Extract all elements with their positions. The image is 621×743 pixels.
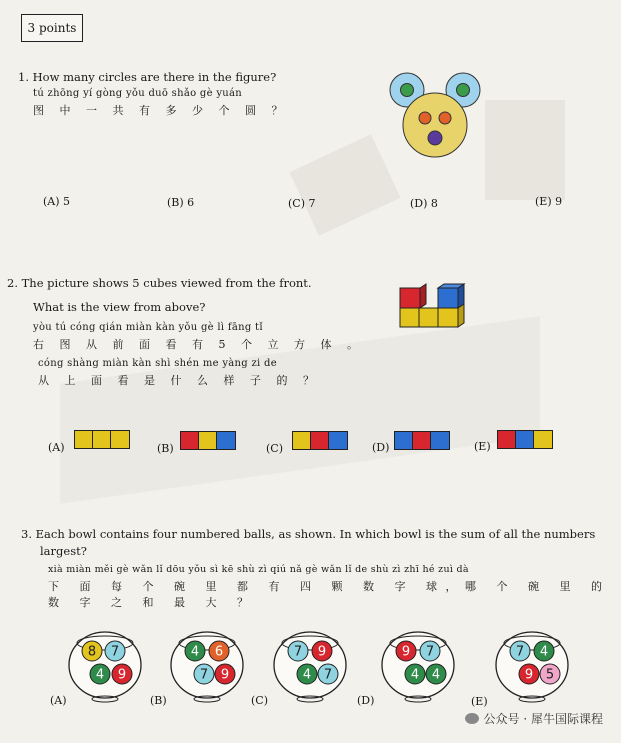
q3-option-c[interactable]: (C) xyxy=(251,694,268,707)
ball-number: 4 xyxy=(302,667,312,683)
q2-option-c-view[interactable] xyxy=(292,431,348,450)
wechat-icon xyxy=(465,713,479,724)
ball-number: 5 xyxy=(545,667,555,683)
points-label: 3 points xyxy=(21,14,83,42)
cube-yellow-3 xyxy=(438,308,458,327)
q3-pinyin: xià miàn měi gè wǎn lǐ dōu yǒu sì kē shù zì qiú nǎ gè wǎn lǐ de shù zì zhī hé zuì dà xyxy=(48,564,469,575)
tile xyxy=(111,431,129,448)
watermark-text: 公众号 · 犀牛国际课程 xyxy=(483,712,603,726)
q2-pinyin-2: cóng shàng miàn kàn shì shén me yàng zi de xyxy=(38,358,277,369)
tile xyxy=(311,432,329,449)
tile xyxy=(199,432,217,449)
ball-number: 7 xyxy=(199,667,209,683)
ear-right-inner xyxy=(457,84,470,97)
tile xyxy=(181,432,199,449)
q1-option-c[interactable]: (C) 7 xyxy=(288,197,316,210)
eye-right xyxy=(439,112,451,124)
q3-option-a[interactable]: (A) xyxy=(50,694,67,707)
q1-pinyin: tú zhōng yí gòng yǒu duō shǎo gè yuán xyxy=(33,88,243,99)
ball-number: 7 xyxy=(110,644,120,660)
ball-number: 9 xyxy=(220,667,230,683)
q3-chinese: 下 面 每 个 碗 里 都 有 四 颗 数 字 球，哪 个 碗 里 的 数 字 之 和 最 大 ？ xyxy=(48,580,611,609)
q2-question xyxy=(7,276,312,290)
ear-left-inner xyxy=(401,84,414,97)
q2-option-d-label[interactable]: (D) xyxy=(372,441,390,454)
tile xyxy=(498,431,516,448)
q2-chinese-2: 从 上 面 看 是 什 么 样 子 的 ？ xyxy=(38,374,320,387)
q1-option-b[interactable]: (B) 6 xyxy=(167,196,195,209)
tile xyxy=(516,431,534,448)
eye-left xyxy=(419,112,431,124)
watermark xyxy=(465,710,603,727)
q2-text: The picture shows 5 cubes viewed from the front. xyxy=(21,276,312,290)
tile xyxy=(534,431,552,448)
ball-number: 7 xyxy=(323,667,333,683)
q2-option-b-view[interactable] xyxy=(180,431,236,450)
q2-option-b-label[interactable]: (B) xyxy=(157,442,174,455)
ball-number: 7 xyxy=(515,644,525,660)
q1-figure xyxy=(385,70,485,165)
ball-number: 4 xyxy=(190,644,200,660)
q3-option-e[interactable]: (E) xyxy=(471,695,488,708)
q3-text: Each bowl contains four numbered balls, as shown. In which bowl is the sum of all the numbers xyxy=(35,527,596,541)
q3-text-cont: largest? xyxy=(40,544,87,558)
q3-question xyxy=(21,527,595,541)
ball-number: 7 xyxy=(293,644,303,660)
q1-option-a[interactable]: (A) 5 xyxy=(43,195,71,208)
q1-number: 1. xyxy=(18,70,29,84)
tile xyxy=(413,432,431,449)
q2-pinyin-1: yòu tú cóng qián miàn kàn yǒu gè lì fāng tǐ xyxy=(33,322,263,333)
q2-subquestion: What is the view from above? xyxy=(33,300,206,314)
cube-blue-top xyxy=(438,288,458,308)
ball-number: 4 xyxy=(410,667,420,683)
q2-option-e-label[interactable]: (E) xyxy=(474,440,491,453)
q3-bowls xyxy=(0,620,621,720)
bleed-shape xyxy=(485,100,565,200)
cube-red-side xyxy=(420,284,426,308)
q3-option-b[interactable]: (B) xyxy=(150,694,167,707)
ball-number: 9 xyxy=(401,644,411,660)
cube-yellow-side xyxy=(458,304,464,327)
tile xyxy=(217,432,235,449)
ball-number: 4 xyxy=(539,644,549,660)
q2-chinese-1: 右 图 从 前 面 看 有 5 个 立 方 体 。 xyxy=(33,338,364,351)
ball-number: 4 xyxy=(431,667,441,683)
ball-number: 9 xyxy=(117,667,127,683)
ball-number: 7 xyxy=(425,644,435,660)
ball-number: 6 xyxy=(214,644,224,660)
q2-cubes-figure xyxy=(396,280,468,332)
ball-number: 8 xyxy=(87,644,97,660)
q1-chinese: 图 中 一 共 有 多 少 个 圆 ？ xyxy=(33,104,289,117)
cube-red-top xyxy=(400,288,420,308)
q2-option-a-view[interactable] xyxy=(74,430,130,449)
q2-option-d-view[interactable] xyxy=(394,431,450,450)
face xyxy=(403,93,467,157)
q2-option-c-label[interactable]: (C) xyxy=(266,442,283,455)
tile xyxy=(395,432,413,449)
q3-option-d[interactable]: (D) xyxy=(357,694,375,707)
tile xyxy=(431,432,449,449)
q2-number: 2. xyxy=(7,276,18,290)
tile xyxy=(75,431,93,448)
q2-option-e-view[interactable] xyxy=(497,430,553,449)
bleed-shape xyxy=(289,134,400,235)
mouth xyxy=(428,131,442,145)
cube-yellow-1 xyxy=(400,308,419,327)
q1-question xyxy=(18,70,276,84)
ball-number: 9 xyxy=(317,644,327,660)
tile xyxy=(329,432,347,449)
ball-number: 9 xyxy=(524,667,534,683)
q2-option-a-label[interactable]: (A) xyxy=(48,441,65,454)
q1-text: How many circles are there in the figure? xyxy=(32,70,277,84)
q1-option-e[interactable]: (E) 9 xyxy=(535,195,563,208)
tile xyxy=(93,431,111,448)
q3-number: 3. xyxy=(21,527,32,541)
cube-yellow-2 xyxy=(419,308,438,327)
tile xyxy=(293,432,311,449)
q1-option-d[interactable]: (D) 8 xyxy=(410,197,438,210)
ball-number: 4 xyxy=(95,667,105,683)
